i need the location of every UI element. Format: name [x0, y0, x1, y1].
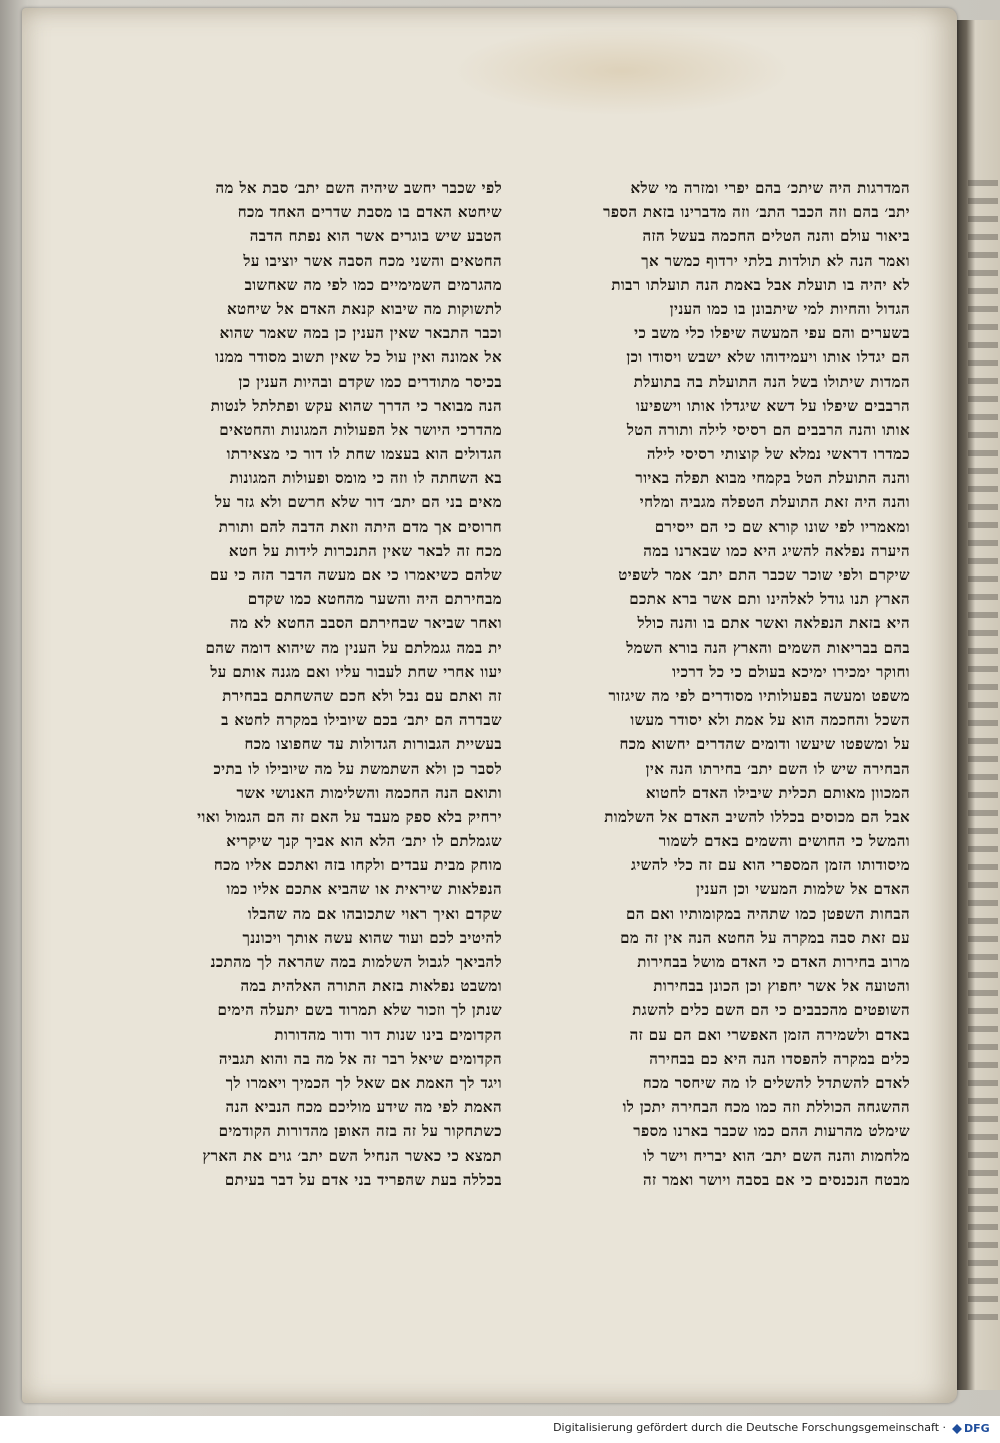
dfg-logo-text: DFG: [964, 1422, 990, 1435]
text-line: שיחטא האדם בו מסבת שדרים האחד מכח: [237, 203, 502, 222]
text-line: לא יהיה בו תועלת אבל באמת הנה תועלתו רבות: [611, 275, 910, 294]
text-line: כמדרו דראשי נמלא של קוצותי רסיסי לילה: [646, 445, 910, 464]
text-line: היערה נפלאה להשיג היא כמו שבארנו במה: [643, 541, 910, 560]
text-line: בשערים והם עפי המעשה שיפלו כלי משב כי: [634, 324, 910, 343]
text-column-left: [140, 176, 502, 1206]
text-line: אבל הם מכוסים בכללו להשיב האדם אל השלמות: [604, 807, 910, 826]
text-line: והנה היה זאת התועלת הטפלה מגביה ומלחי: [639, 493, 910, 512]
text-line: השכל והחכמה הוא על אמת ולא יסודר מעשו: [630, 711, 910, 730]
text-line: הארץ תנו גודל לאלהינו ותם אשר ברא אתכם: [629, 590, 910, 609]
dfg-logo: [952, 1422, 990, 1436]
text-line: המכוון מאותם תכלית שיבילו האדם לחטוא: [645, 783, 910, 802]
text-column-right: [548, 176, 910, 1206]
text-line: לפי שכבר יחשב שיהיה השם יתב׳ סבת אל מה: [215, 179, 502, 197]
text-line: הטבע שיש בוגרים אשר הוא נפתח הדבה: [249, 227, 502, 246]
text-line: אותו והנה הרבבים הם רסיסי לילה ותורה הטל: [626, 420, 910, 439]
text-line: ירחיק בלא ספק מעבד על האם זה הם הגמול ואוי: [197, 807, 502, 826]
text-line: שימלט מהרעות ההם כמו שכבר בארנו מספר: [633, 1122, 910, 1141]
text-line: המדות שיתולו בשל הנה התועלת בה בתועלת: [633, 372, 910, 391]
text-line: מבחירתם היה והשער מהחטא כמו שקדם: [247, 590, 502, 609]
digitization-footer: [0, 1416, 1000, 1443]
text-line: עם זאת סבה במקרה על החטא הנה אין זה מם: [620, 928, 910, 947]
footer-credit: Digitalisierung gefördert durch die Deutsche Forschungsgemeinschaft ·: [553, 1421, 946, 1434]
text-line: להיטיב לכם ועוד שהוא עשה אותך ויכוננך: [242, 928, 502, 947]
text-line: בעשיית הגבורות הגדולות עד שחפוצו מכח: [244, 735, 502, 754]
text-line: הרבבים שיפלו על דשא שיגדלו אותו וישפיעו: [635, 396, 910, 415]
text-line: החטאים והשני מכח הסבה אשר יוציבו על: [243, 251, 502, 270]
text-line: אל אמונה ואין עול כל שאין תשוב מסודר ממנו: [215, 348, 502, 367]
text-line: המדרגות היה שיתכ׳ בהם יפרי ומזרה מי שלא: [630, 179, 910, 197]
text-line: האמת לפי מה שידע מוליכם מכח הנביא הנה: [225, 1098, 502, 1117]
text-line: מיסודותו הזמן המספרי הוא עם זה כלי להשיג: [630, 856, 910, 875]
text-line: בהם בבריאות השמים והארץ הנה בורא השמל: [626, 638, 910, 657]
text-line: ית במה גגמלתם על הענין מה שיהוא דומה שהם: [205, 638, 502, 657]
text-line: ביאור עולם והנה הטלים החכמה בעשל הזה: [642, 227, 910, 246]
text-line: ומאמריו לפי שונו קורא שם כי הם ייסירם: [654, 517, 910, 536]
text-line: באדם ולשמירה הזמן האפשרי ואם הם עם זה: [629, 1025, 910, 1044]
text-line: האדם אל שלמות המעשי וכן הענין: [695, 880, 910, 899]
text-line: שבדרה הם יתב׳ בכם שיובילו במקרה לחטא ב: [221, 711, 502, 730]
text-line: חרוסים אך מדם היתה וזאת הדבה להם ותורת: [218, 517, 502, 536]
text-line: מהגרמים השמימיים כמו לפי מה שאחשוב: [244, 275, 502, 294]
text-line: והטועה אל אשר יחפוץ וכן הכונן בבחירות: [653, 977, 910, 996]
text-line: תמצא כי כאשר הנחיל השם יתב׳ גוים את הארץ: [202, 1146, 502, 1165]
text-line: מאים בני הם יתב׳ דור שלא חרשם ולא גזר על: [214, 493, 502, 512]
text-line: שגמלתם לו יתב׳ הלא הוא אביך קנך שיקריא: [226, 832, 502, 851]
text-line: לתשוקות מה שיבוא קנאת האדם אל שיחטא: [226, 299, 502, 318]
text-line: שלהם כשיאמרו כי אם מעשה הדבר הזה כי עם: [209, 566, 502, 584]
text-line: הקדומים בינו שנות דור ודור מהדורות: [274, 1025, 502, 1044]
text-line: הנפלאות שיראית או שהביא אתכם אליו כמו: [226, 880, 502, 899]
text-line: וכבר התבאר שאין הענין כן במה שאמר שהוא: [219, 324, 502, 343]
text-line: היא בזאת הנפלאה ואשר אתם בו והנה כולל: [637, 614, 910, 633]
text-line: בכיסר מתודרים כמו שקדם ובהיות הענין כן: [238, 372, 502, 391]
text-line: הנה מבואר כי הדרך שהוא עקש ופתלתל לנטות: [210, 396, 502, 415]
text-line: להביאך לגבול השלמות במה שהראה לך מהתכנ: [210, 953, 502, 971]
text-line: וחוקר ימכירו ימיכא בעולם כי כל דרכיו: [672, 662, 910, 681]
text-line: שנתן לך וזכור שלא תמרוד בשם יתעלה הימים: [217, 1001, 502, 1020]
text-line: זה ואתם עם נבל ולא חכם שהשחתם בבחירת: [222, 686, 502, 705]
text-line: בא השחתה לו וזה כי מומס ופעולות המגונות: [229, 469, 502, 488]
text-line: לאדם להשתדל להשלים לו מה שיחסר מכח: [642, 1073, 910, 1092]
text-line: מלחמות והנה השם יתב׳ הוא יבריח וישר לו: [643, 1146, 910, 1165]
text-line: והמשל כי החושים והשמים באדם לשמור: [658, 832, 910, 851]
text-line: ואחר שביאר שבחירתם הסבב החטא לא מה: [230, 614, 502, 633]
text-line: ואמר הנה לא תולדות בלתי ירדוף כמשר אך: [641, 251, 910, 270]
text-line: מוחק מבית עבדים ולקחו בזה ואתכם אליו מכח: [213, 856, 502, 875]
text-line: הגדול והחיות למי שיתבונן בו כמו הענין: [669, 299, 910, 318]
text-line: הבחירה שיש לו השם יתב׳ בחירתו הנה אין: [645, 759, 910, 778]
text-line: שקדם ואיך ראוי שתכובהו אם מה שהבלו: [247, 904, 502, 923]
text-line: ומשבט נפלאות בזאת התורה האלהית במה: [240, 977, 502, 996]
text-line: הבחות השפטן כמו שתהיה במקומותיו ואם הם: [625, 904, 910, 923]
text-line: בכללה בעת שהפריד בני אדם על דבר בעיתם: [224, 1170, 502, 1189]
text-line: והנה התועלת הטל בקמחי מבוא תפלה באיור: [635, 469, 910, 488]
text-line: השופטים מהכבבים כי הם השם כלים להשגת: [632, 1001, 910, 1020]
text-line: שיקרם ולפי שוכר שכבר התם יתב׳ אמר לשפיט: [618, 566, 910, 584]
text-line: ויגד לך האמת אם שאל לך הכמיך ויאמרו לך: [225, 1073, 502, 1092]
text-line: הם יגדלו אותו ויעמידוהו שלא ישבש ויסודו וכן: [626, 348, 910, 367]
text-line: מרוב בחירות האדם כי האדם מושל בבחירות: [637, 953, 910, 971]
text-line: לסבר כן ולא השתמשת על מה שיובילו לו בתיכ: [213, 759, 502, 778]
dfg-logo-icon: [952, 1424, 962, 1434]
text-line: הקדומים שיאל רבר זה אל מה בה והוא תגביה: [218, 1049, 502, 1068]
text-line: על ומשפטו שיעשו ודומים שהדרים יחשוא מכח: [619, 735, 910, 754]
text-line: הגדולים הוא בעצמו שחת לו דור כי מצאירתו: [226, 445, 502, 464]
water-stain: [452, 26, 792, 116]
text-line: יתב׳ בהם וזה הכבר התב׳ וזה מדברינו בזאת הספר: [603, 203, 910, 222]
text-line: מכח זה לבאר שאין התנכרות לידות על חטא: [228, 541, 502, 560]
text-line: ותואם הנה החכמה והשלימות האנושי אשר: [236, 783, 502, 802]
text-line: כשתחקור על זה בזה האופן מהדורות הקודמים: [218, 1122, 502, 1141]
text-line: מבטח הנכנסים כי אם בסבה ויושר ואמר זה: [643, 1170, 910, 1189]
adjacent-page-text: [968, 180, 998, 1330]
text-line: כלים במקרה להפסדו הנה היא כם בבחירה: [649, 1049, 910, 1068]
text-line: יעוו אחרי שחת לעבור עליו ואם מגנה אותם על: [210, 662, 502, 681]
text-line: משפט ומעשה בפעולותיו מסודרים לפי מה שיגזור: [608, 686, 910, 705]
text-line: מהדרכי היושר אל הפעולות המגונות והחטאים: [219, 420, 502, 439]
text-line: ההשגחה הכוללת וזה כמו מכח הבחירה יתכן לו: [622, 1098, 910, 1117]
